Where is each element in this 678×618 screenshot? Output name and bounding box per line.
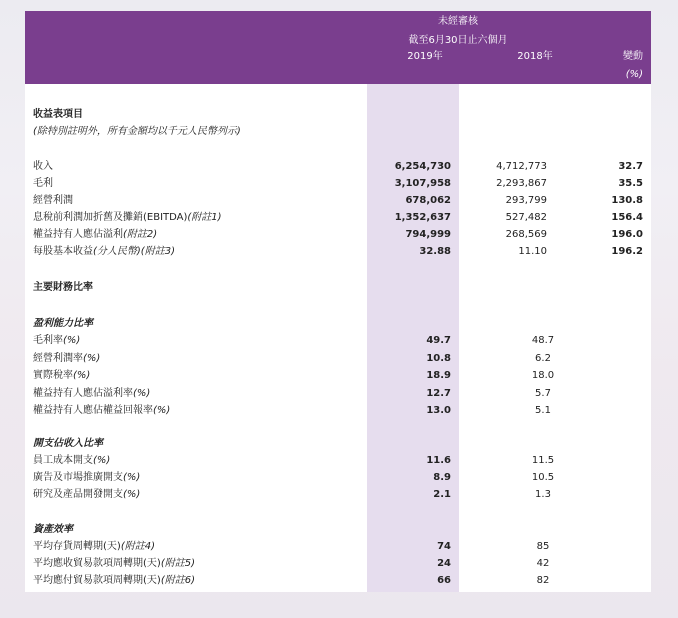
table-row	[25, 228, 651, 242]
row-label	[33, 574, 195, 588]
table-row	[25, 352, 651, 366]
value-2018: 5.1	[535, 405, 551, 416]
header-period: 截至6月30日止六個月	[408, 35, 508, 46]
table-row	[25, 488, 651, 502]
ratios-title: 主要財務比率	[33, 282, 93, 293]
table-row	[25, 540, 651, 554]
row-label-note: (附註5)	[160, 558, 195, 569]
value-2018: 42	[536, 558, 550, 569]
value-2019: 2.1	[433, 489, 451, 500]
value-2018: 4,712,773	[496, 161, 547, 172]
row-label-note: (附註4)	[120, 541, 155, 552]
value-2018: 268,569	[505, 229, 547, 240]
row-label-note: (%)	[83, 352, 101, 364]
header-col-2019: 2019年	[407, 51, 443, 62]
row-label	[33, 352, 100, 366]
ratios-title-row	[25, 281, 651, 295]
value-2019: 3,107,958	[394, 178, 451, 189]
row-label-text: 平均存貨周轉期(天)	[33, 541, 121, 552]
row-label	[33, 404, 170, 418]
value-change: 156.4	[611, 212, 643, 223]
table-row	[25, 471, 651, 485]
row-label-text: 收入	[33, 161, 53, 172]
row-label-text: 毛利率	[33, 335, 63, 346]
value-change: 196.2	[611, 246, 643, 257]
row-label	[33, 369, 90, 383]
row-label-text: 平均應付貿易款項周轉期(天)	[33, 575, 161, 586]
value-2018: 527,482	[505, 212, 547, 223]
row-label-note: (%)	[133, 387, 151, 399]
row-label-note: (%)	[123, 489, 141, 500]
value-2019: 6,254,730	[394, 161, 451, 172]
value-change: 32.7	[618, 161, 643, 172]
value-2019: 32.88	[419, 246, 451, 257]
row-label	[33, 471, 140, 485]
row-label	[33, 540, 155, 554]
value-2019: 1,352,637	[394, 212, 451, 223]
row-label-text: 平均應收貿易款項周轉期(天)	[33, 558, 161, 569]
row-label-text: 員工成本開支	[33, 455, 93, 466]
financial-summary-table	[25, 11, 651, 592]
header-col-change-unit: (%)	[625, 69, 643, 80]
value-2018: 48.7	[531, 335, 555, 346]
row-label-note: (附註2)	[123, 229, 158, 240]
header-col-2018: 2018年	[517, 51, 553, 62]
row-label	[33, 387, 150, 401]
table-row	[25, 245, 651, 259]
profitability-title-row	[25, 317, 651, 331]
value-2018: 11.10	[518, 246, 547, 257]
table-row	[25, 557, 651, 571]
row-label-note: (%)	[153, 405, 171, 416]
row-label	[33, 557, 195, 571]
income-section-title-row	[25, 108, 651, 122]
row-label	[33, 454, 110, 468]
row-label-note: (%)	[93, 455, 111, 466]
income-subtitle-row	[25, 125, 651, 139]
efficiency-title-row	[25, 523, 651, 537]
value-2019: 66	[437, 575, 451, 586]
value-2019: 11.6	[426, 455, 451, 466]
income-subtitle: (除特別註明外，所有金額均以千元人民幣列示)	[33, 126, 241, 137]
row-label-text: 廣告及市場推廣開支	[33, 472, 123, 483]
value-2018: 293,799	[505, 195, 547, 206]
row-label-note: (附註6)	[160, 575, 195, 586]
value-2019: 10.8	[426, 352, 451, 364]
row-label	[33, 177, 53, 191]
value-2019: 12.7	[426, 387, 451, 399]
row-label-note: (%)	[123, 472, 141, 483]
value-2019: 49.7	[426, 335, 451, 346]
table-row	[25, 574, 651, 588]
row-label-text: 權益持有人應佔溢利	[33, 229, 123, 240]
value-2019: 678,062	[405, 195, 451, 206]
table-row	[25, 334, 651, 348]
value-2018: 11.5	[531, 455, 555, 466]
expenses-title-row	[25, 437, 651, 451]
row-label-text: 權益持有人應佔權益回報率	[33, 405, 153, 416]
value-2019: 18.9	[426, 370, 451, 381]
value-2019: 13.0	[426, 405, 451, 416]
row-label-text: 經營利潤	[33, 195, 73, 206]
row-label-text: 實際稅率	[33, 370, 73, 381]
row-label-note: (附註1)	[187, 212, 222, 223]
value-change: 130.8	[611, 195, 643, 206]
table-row	[25, 387, 651, 401]
value-change: 35.5	[618, 178, 643, 189]
row-label	[33, 334, 80, 348]
value-2018: 82	[536, 575, 550, 586]
row-label	[33, 211, 222, 225]
row-label-text: 息稅前利潤加折舊及攤銷(EBITDA)	[33, 212, 188, 223]
table-row	[25, 160, 651, 174]
table-header	[25, 11, 651, 84]
row-label-text: 經營利潤率	[33, 352, 83, 364]
profitability-title: 盈利能力比率	[33, 318, 93, 329]
table-row	[25, 454, 651, 468]
value-2018: 1.3	[535, 489, 551, 500]
row-label	[33, 228, 157, 242]
table-row	[25, 177, 651, 191]
header-col-change: 變動	[623, 51, 643, 62]
value-2018: 85	[536, 541, 550, 552]
value-2018: 10.5	[531, 472, 555, 483]
row-label-text: 每股基本收益	[33, 246, 93, 257]
table-row	[25, 369, 651, 383]
header-title: 未經審核	[438, 16, 478, 27]
value-2018: 6.2	[535, 352, 551, 364]
efficiency-title: 資產效率	[33, 524, 73, 535]
value-2019: 24	[437, 558, 451, 569]
value-change: 196.0	[611, 229, 643, 240]
value-2019: 74	[437, 541, 451, 552]
expenses-title: 開支佔收入比率	[33, 438, 103, 449]
row-label-note: (%)	[73, 370, 91, 381]
value-2019: 794,999	[405, 229, 451, 240]
value-2018: 5.7	[535, 387, 551, 399]
row-label-text: 研究及產品開發開支	[33, 489, 123, 500]
table-row	[25, 211, 651, 225]
row-label-text: 毛利	[33, 178, 53, 189]
table-row	[25, 404, 651, 418]
row-label-note: (分人民幣)(附註3)	[93, 246, 175, 257]
value-2018: 18.0	[531, 370, 555, 381]
row-label	[33, 160, 53, 174]
income-section-title: 收益表項目	[33, 109, 83, 120]
row-label-note: (%)	[63, 335, 81, 346]
row-label	[33, 194, 73, 208]
row-label-text: 權益持有人應佔溢利率	[33, 387, 133, 399]
value-2019: 8.9	[433, 472, 451, 483]
table-row	[25, 194, 651, 208]
row-label	[33, 488, 140, 502]
value-2018: 2,293,867	[496, 178, 547, 189]
row-label	[33, 245, 175, 259]
